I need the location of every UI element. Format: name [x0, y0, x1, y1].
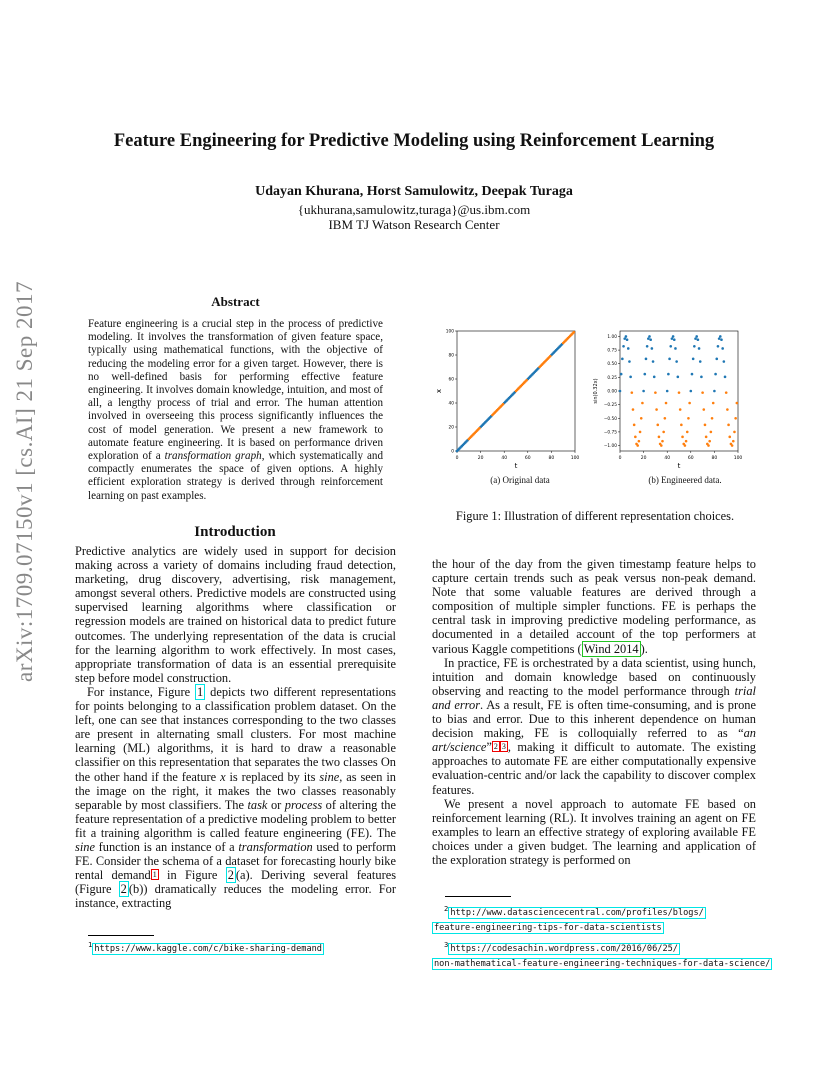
data-point: [665, 402, 668, 405]
data-point: [666, 390, 669, 393]
y-tick-label: 40: [448, 401, 454, 407]
data-point: [734, 417, 737, 420]
data-point: [695, 335, 698, 338]
data-point: [661, 440, 664, 443]
data-point: [643, 373, 646, 376]
data-point: [636, 444, 639, 447]
abstract-body: Feature engineering is a crucial step in the process of predictive modeling. It involves the transformation of given feature space, typically using mathematical functions, with the objective of reducing the modeling error for a given target. However, there is no well-defined basis for performing effective feature engineering. It involves domain knowledge, intuition, and most of all, a lengthy process of trial and error. The human attention involved in overseeing this process significantly influences the cost of model generation. We present a new framework to automate feature engineering. It is based on performance driven exploration of a transformation graph, which systematically and compactly enumerates the space of given options. A highly efficient exploration strategy is derived through reinforcement learning on past examples.: [88, 318, 383, 502]
footnote-3: $^3$ https://codesachin.wordpress.com/2016/06/25/: [444, 939, 678, 954]
data-point: [640, 417, 643, 420]
y-tick-label: 20: [448, 425, 454, 431]
data-point: [639, 431, 642, 434]
data-point: [658, 436, 661, 439]
data-point: [711, 417, 714, 420]
y-tick-label: 0.50: [607, 362, 617, 368]
x-tick-label: 0: [618, 456, 622, 461]
data-point: [629, 376, 632, 379]
figure-2-link-b[interactable]: 2: [120, 882, 127, 897]
data-point: [714, 373, 717, 376]
data-point: [699, 360, 702, 363]
x-tick-label: 100: [570, 456, 580, 461]
footnote-2-url[interactable]: http://www.datasciencecentral.com/profiles/blogs/: [450, 907, 704, 918]
data-point: [652, 360, 655, 363]
footnote-2-url-cont[interactable]: feature-engineering-tips-for-data-scientists: [434, 923, 662, 934]
data-point: [623, 337, 626, 340]
x-tick-label: 60: [687, 456, 694, 461]
subcaption-b: (b) Engineered data.: [648, 475, 722, 485]
data-point: [681, 436, 684, 439]
figure-1-link[interactable]: 1: [197, 684, 204, 699]
data-point: [702, 408, 705, 411]
data-point: [684, 444, 687, 447]
footnote-3-link[interactable]: 3: [501, 742, 506, 752]
right-paragraph-1: the hour of the day from the given timestamp feature helps to capture certain trends such as peak versus non-peak demand. Note that some valuable features are derived through a composition of multiple simpler functions. FE is perhaps the central task in improving predictive modeling performance, as documented in a detailed account of the top performers at various Kaggle competitions ( Wind 2014 ).: [432, 557, 756, 656]
data-point: [686, 431, 689, 434]
right-column: [432, 557, 756, 867]
y-tick-label: 100: [445, 329, 454, 335]
data-point: [625, 335, 628, 338]
data-point: [733, 431, 736, 434]
footnote-3-url-cont[interactable]: non-mathematical-feature-engineering-techniques-for-data-science/: [434, 959, 771, 970]
data-point: [619, 390, 622, 393]
data-point: [626, 338, 629, 341]
data-point: [627, 347, 630, 350]
data-point: [692, 358, 695, 361]
x-tick-label: 80: [711, 456, 718, 461]
x-tick-label: 40: [664, 456, 671, 461]
data-point: [717, 345, 720, 348]
y-tick-label: 80: [448, 353, 454, 359]
data-point: [675, 360, 678, 363]
data-point: [646, 345, 649, 348]
data-point: [656, 424, 659, 427]
data-point: [671, 337, 674, 340]
data-point: [620, 373, 623, 376]
data-point: [633, 424, 636, 427]
figure-1: [430, 325, 760, 525]
data-point: [680, 424, 683, 427]
intro-paragraph-2: For instance, Figure 1 depicts two different representations for points belonging to a classification problem dataset. On the left, one can see that instances corresponding to the two classes are present in alternating small clusters. For most machine learning (ML) algorithms, it is hard to draw a reasonable classifier on this representation that separates the two classes On the other hand if the feature x is replaced by its sine, as seen in the image on the right, it makes the two classes reasonably separable by most classifiers. The task or process of altering the feature representation of a predictive modeling problem to better fit a training algorithm is called feature engineering (FE). The sine function is an instance of a transformation used to perform FE. Consider the schema of a dataset for forecasting hourly bike rental demand $^1$ in Figure 2 (a). Deriving several features (Figure 2 (b)) dramatically reduces the modeling error. For instance, extracting: [75, 684, 397, 911]
data-point: [736, 402, 739, 405]
data-point: [685, 440, 688, 443]
right-paragraph-3: We present a novel approach to automate FE based on reinforcement learning (RL). It involves training an agent on FE examples to learn an effective strategy of exploring available FE choices under a given budget. The learning and application of the exploration strategy is performed on: [432, 796, 756, 867]
figure-2-link[interactable]: 2: [227, 868, 234, 883]
citation-wind-2014[interactable]: Wind 2014: [583, 641, 639, 656]
author-emails: {ukhurana,samulowitz,turaga}@us.ibm.com: [297, 202, 531, 217]
data-point: [647, 337, 650, 340]
footnote-separator-left: [88, 935, 154, 936]
data-point: [662, 431, 665, 434]
left-column: [75, 544, 396, 910]
data-point: [715, 358, 718, 361]
y-tick-label: 0.25: [607, 375, 617, 381]
data-point: [725, 391, 728, 394]
data-point: [673, 338, 676, 341]
arxiv-stamp: arXiv:1709.07150v1 [cs.AI] 21 Sep 2017: [12, 280, 37, 682]
y-tick-label: 0.75: [607, 348, 617, 354]
x-tick-label: 100: [733, 456, 743, 461]
footnote-1-url[interactable]: https://www.kaggle.com/c/bike-sharing-demand: [94, 943, 322, 954]
paper-authors: Udayan Khurana, Horst Samulowitz, Deepak Turaga: [255, 184, 573, 199]
data-point: [691, 373, 694, 376]
data-point: [638, 440, 641, 443]
data-point: [642, 390, 645, 393]
data-point: [698, 347, 701, 350]
data-point: [697, 338, 700, 341]
data-point: [719, 335, 722, 338]
data-point: [705, 436, 708, 439]
data-point: [724, 376, 727, 379]
subcaption-a: (a) Original data: [490, 475, 550, 485]
data-point: [502, 403, 505, 406]
intro-paragraph-1: Predictive analytics are widely used in support for decision making across a variety of domains including fraud detection, marketing, drug discovery, advertising, risk management, amongst several others. Predictive models are constructed using supervised learning algorithms where classification or regression models are trained on historical data to predict future outcomes. The underlying representation of the data is crucial for the learning algorithm to work effectively. In most cases, appropriate transformation of data is an essential prerequisite step before model construction.: [75, 544, 396, 685]
figure-caption: Figure 1: Illustration of different representation choices.: [455, 509, 735, 523]
data-point: [653, 376, 656, 379]
data-point: [668, 358, 671, 361]
data-point: [701, 391, 704, 394]
data-point: [664, 417, 667, 420]
data-point: [731, 444, 734, 447]
data-point: [688, 402, 691, 405]
data-point: [651, 347, 654, 350]
footnote-2: $^2$ http://www.datasciencecentral.com/profiles/blogs/: [444, 904, 704, 918]
data-point: [525, 379, 528, 382]
x-tick-label: 0: [455, 456, 459, 461]
data-point: [648, 335, 651, 338]
y-axis-label: sin(0.32x): [593, 378, 599, 404]
y-tick-label: −1.00: [603, 444, 617, 450]
x-axis-label: t: [677, 462, 681, 470]
data-point: [649, 338, 652, 341]
footnotes-right: [432, 901, 772, 973]
footnote-separator-right: [445, 896, 511, 897]
data-point: [677, 376, 680, 379]
footnote-2-cont: [432, 921, 772, 937]
data-point: [679, 408, 682, 411]
data-point: [654, 391, 657, 394]
x-tick-label: 80: [548, 456, 555, 461]
data-point: [678, 391, 681, 394]
data-point: [622, 345, 625, 348]
data-point: [645, 358, 648, 361]
y-tick-label: −0.25: [603, 403, 617, 409]
paper-title: Feature Engineering for Predictive Modeling using Reinforcement Learning: [113, 131, 715, 151]
data-point: [631, 391, 634, 394]
data-point: [720, 338, 723, 341]
footnote-3-cont: [432, 957, 772, 973]
data-point: [721, 347, 724, 350]
y-tick-label: −0.75: [603, 430, 617, 436]
y-tick-label: 1.00: [607, 334, 617, 340]
data-point: [704, 424, 707, 427]
data-point: [667, 373, 670, 376]
introduction-heading: Introduction: [194, 524, 276, 540]
data-point: [723, 360, 726, 363]
footnote-1: $^1$ https://www.kaggle.com/c/bike-sharing-demand: [88, 940, 322, 954]
data-point: [728, 436, 731, 439]
author-affiliation: IBM TJ Watson Research Center: [328, 217, 500, 232]
y-tick-label: 0: [451, 449, 454, 455]
data-point: [726, 408, 729, 411]
data-point: [549, 355, 552, 358]
y-tick-label: −0.50: [603, 416, 617, 422]
data-point: [727, 424, 730, 427]
x-tick-label: 20: [640, 456, 647, 461]
data-point: [632, 408, 635, 411]
data-point: [628, 360, 631, 363]
y-axis-label: x: [435, 388, 443, 394]
data-point: [690, 390, 693, 393]
data-point: [672, 335, 675, 338]
data-point: [718, 337, 721, 340]
x-axis-label: t: [514, 462, 518, 470]
data-point: [573, 331, 576, 334]
footnote-3-url[interactable]: https://codesachin.wordpress.com/2016/06/25/: [450, 943, 678, 954]
data-point: [693, 345, 696, 348]
footnote-2-link[interactable]: 2: [493, 742, 498, 752]
y-tick-label: 0.00: [607, 389, 617, 395]
data-point: [655, 408, 658, 411]
data-point: [687, 417, 690, 420]
x-tick-label: 40: [501, 456, 508, 461]
x-tick-label: 60: [524, 456, 531, 461]
data-point: [713, 390, 716, 393]
data-point: [700, 376, 703, 379]
data-point: [621, 358, 624, 361]
x-tick-label: 20: [477, 456, 484, 461]
abstract-heading: Abstract: [211, 294, 260, 309]
right-paragraph-2: In practice, FE is orchestrated by a data scientist, using hunch, intuition and domain knowledge based on continuously observing and reacting to the model performance through trial and error. As a result, FE is often time-consuming, and is prone to bias and error. Due to this inherent dependence on human decision making, FE is colloquially referred to as “an art/science” $^2$ $^3$ , making it difficult to automate. The existing approaches to automate FE are either computationally expensive evaluation-centric and/or lack the capability to discover complex features.: [432, 655, 756, 797]
plot-frame-1: [620, 331, 738, 451]
data-point: [732, 440, 735, 443]
data-point: [710, 431, 713, 434]
data-point: [712, 402, 715, 405]
data-point: [708, 440, 711, 443]
data-point: [660, 444, 663, 447]
data-point: [694, 337, 697, 340]
data-point: [634, 436, 637, 439]
data-point: [669, 345, 672, 348]
data-point: [674, 347, 677, 350]
data-point: [707, 444, 710, 447]
data-point: [478, 427, 481, 430]
y-tick-label: 60: [448, 377, 454, 383]
data-point: [641, 402, 644, 405]
footnote-1-link[interactable]: 1: [152, 870, 157, 880]
